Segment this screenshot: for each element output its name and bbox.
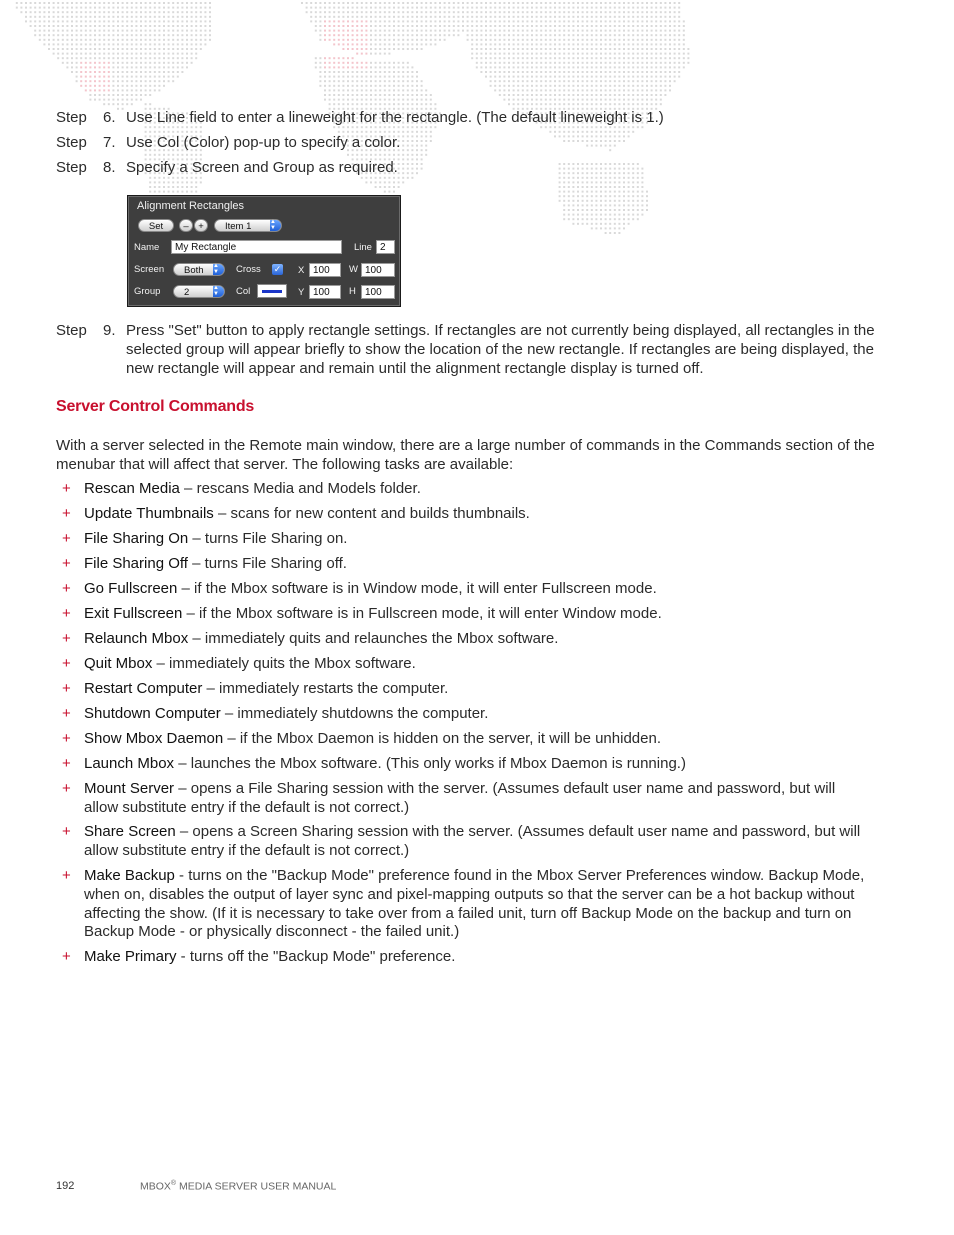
plus-bullet-icon: + <box>62 555 71 572</box>
command-name: Make Primary <box>84 948 177 965</box>
cross-label: Cross <box>236 264 261 275</box>
list-item <box>62 680 868 699</box>
command-description: – rescans Media and Models folder. <box>179 480 421 497</box>
line-field[interactable]: 2 <box>376 240 395 254</box>
step-7: Step 7. Use Col (Color) pop-up to specify a color. <box>56 134 401 151</box>
w-field[interactable]: 100 <box>361 263 395 277</box>
add-item-button[interactable]: + <box>194 219 208 232</box>
plus-bullet-icon: + <box>62 480 71 497</box>
list-item <box>62 730 868 749</box>
h-label: H <box>349 286 356 297</box>
list-item <box>62 505 868 524</box>
command-description: – immediately quits and relaunches the Mbox software. <box>188 630 559 647</box>
plus-bullet-icon: + <box>62 823 71 840</box>
color-swatch <box>262 290 282 293</box>
name-label: Name <box>134 242 160 253</box>
command-name: Rescan Media <box>84 480 180 497</box>
screen-label: Screen <box>134 264 165 275</box>
name-field[interactable]: My Rectangle <box>171 240 342 254</box>
command-name: File Sharing Off <box>84 555 188 572</box>
command-description: – turns File Sharing on. <box>188 530 348 547</box>
plus-bullet-icon: + <box>62 705 71 722</box>
list-item <box>62 580 868 599</box>
plus-bullet-icon: + <box>62 780 71 797</box>
step-8: Step 8. Specify a Screen and Group as required. <box>56 159 398 176</box>
remove-item-button[interactable]: – <box>179 219 193 232</box>
x-label: X <box>298 265 305 276</box>
y-label: Y <box>298 287 305 298</box>
updown-arrows-icon: ▲ ▼ <box>270 220 281 231</box>
alignment-rectangles-panel <box>127 195 401 307</box>
command-name: Show Mbox Daemon <box>84 730 224 747</box>
plus-bullet-icon: + <box>62 605 71 622</box>
command-description: - turns off the "Backup Mode" preference. <box>176 948 456 965</box>
plus-bullet-icon: + <box>62 630 71 647</box>
page-number: 192 <box>56 1180 75 1192</box>
plus-bullet-icon: + <box>62 680 71 697</box>
command-name: Go Fullscreen <box>84 580 178 597</box>
list-item <box>62 755 868 774</box>
list-item <box>62 480 868 499</box>
list-item <box>62 555 868 574</box>
command-name: Launch Mbox <box>84 755 175 772</box>
command-description: – opens a Screen Sharing session with the server. (Assumes default user name and password, but will allow substitute entry if the default is not correct.) <box>84 823 861 859</box>
list-item <box>62 867 868 942</box>
command-description: – scans for new content and builds thumbnails. <box>213 505 530 522</box>
manual-title: MBOX® MEDIA SERVER USER MANUAL <box>140 1180 337 1193</box>
section-heading: Server Control Commands <box>56 398 255 415</box>
command-name: Share Screen <box>84 823 176 840</box>
command-name: Update Thumbnails <box>84 505 214 522</box>
plus-bullet-icon: + <box>62 655 71 672</box>
panel-title: Alignment Rectangles <box>137 200 245 212</box>
plus-bullet-icon: + <box>62 755 71 772</box>
intro-paragraph: With a server selected in the Remote main window, there are a large number of commands in the Commands section of the menubar that will affect that server. The following tasks are available: <box>56 437 875 473</box>
command-description: – immediately quits the Mbox software. <box>152 655 416 672</box>
item-select[interactable]: Item 1 ▲ ▼ <box>214 219 282 232</box>
command-description: - turns on the "Backup Mode" preference found in the Mbox Server Preferences window. Backup Mode, when on, disables the output of layer sync and pixel-mapping outputs so that the server can be a hot backup without affecting the show. (If it is necessary to take over from a failed unit, turn off Backup Mode on the backup and turn on Backup Mode - or physically disconnect - the failed unit.) <box>84 867 865 941</box>
line-label: Line <box>354 242 372 253</box>
command-name: Mount Server <box>84 780 175 797</box>
plus-bullet-icon: + <box>62 505 71 522</box>
command-description: – immediately shutdowns the computer. <box>220 705 489 722</box>
screen-select[interactable]: Both ▲ ▼ <box>173 263 225 276</box>
x-field[interactable]: 100 <box>309 263 341 277</box>
y-field[interactable]: 100 <box>309 285 341 299</box>
step-9: Step 9. Press "Set" button to apply rectangle settings. If rectangles are not currently being displayed, all rectangles in the selected group will appear briefly to show the location of the new rectangle. If rectangles are being displayed, the new rectangle will appear and remain until the alignment rectangle display is turned off. <box>56 322 875 377</box>
command-name: Exit Fullscreen <box>84 605 183 622</box>
plus-bullet-icon: + <box>62 580 71 597</box>
list-item <box>62 605 868 624</box>
command-description: – if the Mbox Daemon is hidden on the server, it will be unhidden. <box>223 730 661 747</box>
color-well[interactable] <box>257 284 287 298</box>
plus-bullet-icon: + <box>62 867 71 884</box>
list-item <box>62 655 868 674</box>
list-item <box>62 630 868 649</box>
command-name: Shutdown Computer <box>84 705 221 722</box>
updown-arrows-icon: ▲ ▼ <box>213 264 224 275</box>
plus-bullet-icon: + <box>62 530 71 547</box>
command-name: Make Backup <box>84 867 175 884</box>
list-item <box>62 780 868 818</box>
command-name: Restart Computer <box>84 680 203 697</box>
plus-bullet-icon: + <box>62 948 71 965</box>
list-item <box>62 705 868 724</box>
list-item <box>62 948 868 967</box>
step-6: Step 6. Use Line field to enter a lineweight for the rectangle. (The default lineweight is 1.) <box>56 109 664 126</box>
command-name: File Sharing On <box>84 530 189 547</box>
command-name: Quit Mbox <box>84 655 153 672</box>
set-button[interactable]: Set <box>138 219 174 232</box>
command-description: – if the Mbox software is in Window mode, it will enter Fullscreen mode. <box>177 580 657 597</box>
list-item <box>62 530 868 549</box>
list-item <box>62 823 868 861</box>
col-label: Col <box>236 286 251 297</box>
h-field[interactable]: 100 <box>361 285 395 299</box>
updown-arrows-icon: ▲ ▼ <box>213 286 224 297</box>
plus-bullet-icon: + <box>62 730 71 747</box>
cross-checkbox[interactable]: ✓ <box>273 264 282 274</box>
group-select[interactable]: 2 ▲ ▼ <box>173 285 225 298</box>
command-description: – opens a File Sharing session with the server. (Assumes default user name and password, but will allow substitute entry if the default is not correct.) <box>84 780 836 816</box>
command-description: – if the Mbox software is in Fullscreen mode, it will enter Window mode. <box>182 605 662 622</box>
command-name: Relaunch Mbox <box>84 630 189 647</box>
command-description: – turns File Sharing off. <box>187 555 347 572</box>
group-label: Group <box>134 286 161 297</box>
command-description: – immediately restarts the computer. <box>202 680 449 697</box>
w-label: W <box>349 264 358 275</box>
command-description: – launches the Mbox software. (This only works if Mbox Daemon is running.) <box>174 755 686 772</box>
